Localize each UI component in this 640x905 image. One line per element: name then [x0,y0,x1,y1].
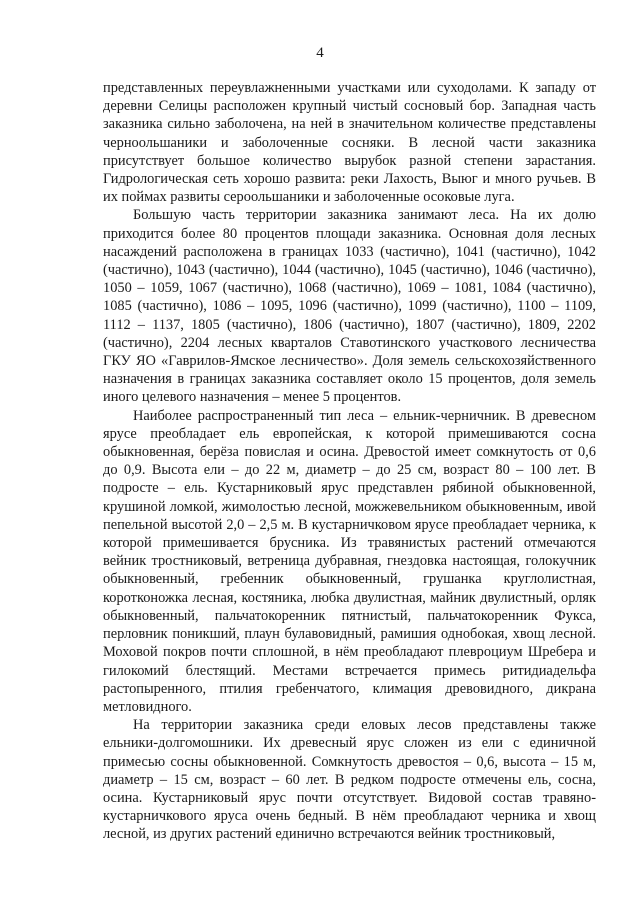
paragraph-spruce-bilberry: Наиболее распространенный тип леса – ельник-черничник. В древесном ярусе преобладает ель европейская, к которой примешиваются сосна обыкновенная, берёза повислая и осина. Древостой имеет сомкнутость от 0,6 до 0,9. Высота ели – до 22 м, диаметр – до 25 см, возраст 80 – 100 лет. В подросте – ель. Кустарниковый ярус представлен рябиной обыкновенной, крушиной ломкой, жимолостью лесной, можжевельником обыкновенным, ивой пепельной высотой 2,0 – 2,5 м. В кустарничковом ярусе преобладает черника, к которой примешивается брусника. Из травянистых растений отмечаются вейник тростниковый, ветреница дубравная, гнездовка настоящая, голокучник обыкновенный, гребенник обыкновенный, грушанка круглолистная, коротконожка лесная, костяника, любка двулистная, майник двулистный, орляк обыкновенный, пальчатокоренник пятнистый, пальчатокоренник Фукса, перловник поникший, плаун булавовидный, рамишия однобокая, хвощ лесной. Моховой покров почти сплошной, в нём преобладают плевроциум Шребера и гилокомий блестящий. Местами встречается примесь ритидиадельфа растопыренного, птилия гребенчатого, климация древовидного, дикрана метловидного. [103,407,596,715]
paragraph-forest-share: Большую часть территории заказника занимают леса. На их долю приходится более 80 процентов площади заказника. Основная доля лесных насаждений расположена в границах 1033 (частично), 1041 (частично), 1042 (частично), 1043 (частично), 1044 (частично), 1045 (частично), 1046 (частично), 1050 – 1059, 1067 (частично), 1068 (частично), 1069 – 1081, 1084 (частично), 1085 (частично), 1086 – 1095, 1096 (частично), 1099 (частично), 1100 – 1109, 1112 – 1137, 1805 (частично), 1806 (частично), 1807 (частично), 1809, 2202 (частично), 2204 лесных кварталов Ставотинского участкового лесничества ГКУ ЯО «Гаврилов-Ямское лесничество». Доля земель сельскохозяйственного назначения в границах заказника составляет около 15 процентов, доля земель иного целевого назначения – менее 5 процентов. [103,207,596,406]
page-number: 4 [316,45,324,61]
document-body [103,79,596,844]
paragraph-continuation: представленных переувлажненными участками или суходолами. К западу от деревни Селицы расположен крупный чистый сосновый бор. Западная часть заказника сильно заболочена, на ней в значительном количестве представлены черноольшаники и заболоченные сосняки. В лесной части заказника присутствует большое количество вырубок разной степени зарастания. Гидрологическая сеть хорошо развита: реки Лахость, Выюг и много ручьев. В их поймах развиты сероольшаники и заболоченные осоковые луга. [103,80,596,206]
paragraph-spruce-longmoss: На территории заказника среди еловых лесов представлены также ельники-долгомошники. Их древесный ярус сложен из ели с единичной примесью сосны обыкновенной. Сомкнутость древостоя – 0,6, высота – 15 м, диаметр – 15 см, возраст – 60 лет. В редком подросте отмечены ель, сосна, осина. Кустарниковый ярус почти отсутствует. Видовой состав травяно-кустарничкового яруса очень бедный. В нём преобладают черника и хвощ лесной, из других растений единично встречаются вейник тростниковый, [103,717,596,843]
